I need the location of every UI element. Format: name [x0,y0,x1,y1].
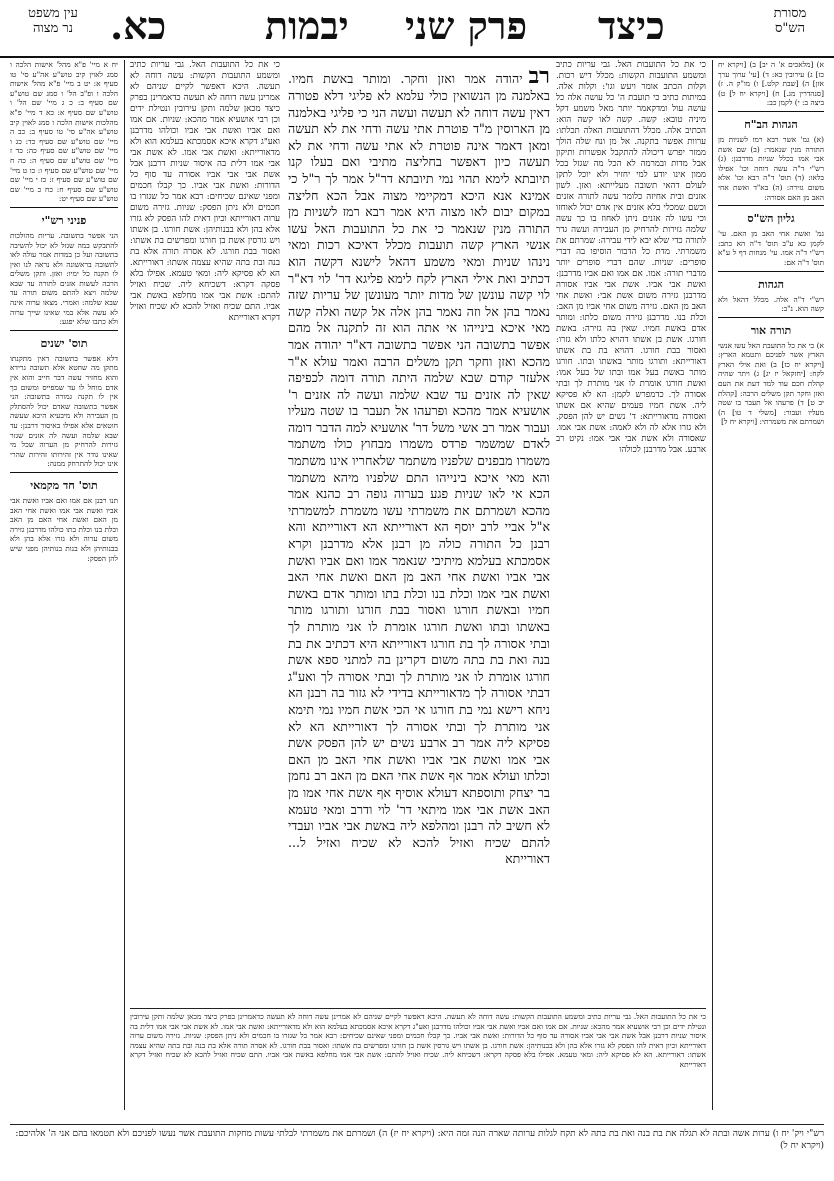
header-rule [0,56,834,58]
hagahot-text: רש"י ד"ה אלה. מכלל דהאל ולא קשה הוא. נ"ב: [718,294,824,314]
divider [10,207,118,208]
divider [10,330,118,331]
tosafot-yeshanim-text: דלא אפשר בתשובה דאין מתקנתו מתקן מה שחטא אלא תשובה גרידא והוא מחזיר עשה דבר חייב והוא אין אדם מוחל לו עד שמפייס ומשום כך אין לו תקנה גמורה בתשובה: הני אפשר בתשובה שאדם יכול להסתלק מן העבירה ולא מיבעיא היכא שעשה חוטאים אלא אפילו באיסור דרבנן: עד שבא שלמה ועשה לה אזנים שגזר גזירות להרחיק מן הערוה שכל מי שאינו גודר אין זהירותו זהירות שהרי אינו יכול להתרחק ממנה: [10,353,118,469]
rashi-text: כי את כל התועבות האל. גבי עריות כתיב ומשמע התועבות הקשות: מכלל דיש רכות. וקלות הכתב אומר ויעש וגו': וקלות אלה. במיתות כתיב כי תועבת ה' כל עושה אלה כל עושה עול ומדקאמר יותר מאל משמע דקל מיניה טובא: קשה. קשה לאו קשה הוא: הכתיב אלה. מכלל דהתועבות האלה תכלתו: ערוות אפשר בתקנה. אל מן ונח שלה הולך ממזר יפרש דיכולה להתקבל אפשרות ותיקון אבל מדות ובמרמה לא הכל מה שגזל בכל ממון אינו יודע למי יחזיר ולא יוכל לתקן לעולם דהאי תשובה מעלייתא: ואזן. לשון אזנים ובית אחיזה כלומר עשה לתורה אזנים וכשם שמכלי בלא אזנים אין אדם יכול לאוחזו וכי עשו לה אזנים ניתן לאחוז בו כך עשה שלמה גזירות להרחיק מן העבירה ועשה גדר לתורה כדי שלא יבא לידי עבירה: שמרתם את משמרתי. מדת כל הדבור הוסיפו בה דברי סופרים: שניות. שהם דברי סופרים יותר מדברי תורה: אמו. אם אמו ואם אביו מדרבנן: ואשת אבי אביו. אשת אבי אביו אסורה מדרבנן גזירה משום אשת אבי: ואשת אחי האב מן האם. גזירה משום אחי אביו מן האב: וכלת בנו. מדרבנן גזירה משום כלתו: ומותר אדם באשת חמיו. שאין בה גזירה: באשת חורגו. אשת בן אשתו דהויא כלתו ולא גזרו: ואסור בבת חורגו. דהויא בת בת אשתו דאורייתא: ותורגו מותר באשתו ובתו. חורגו מותר באשת בעל אמו ובתו של בעל אמו: ואשת חורגו אומרת לו אני מותרת לך ובתי אסורה לך. כדמפרש לקמן: הא לא פסיקא ליה. אשת חמיו פעמים שהיא אם אשתו ואסורה מדאורייתא: ד' נשים יש להן הפסק. ולא גזרו אלא לה ולא לאמה: אשת אבי אמו. שאסורה ולא אשת אבי אבי אמו: נקיט רב ארבע. אבל מדרבנן לכולהו [556,60,706,455]
penei-rashi-text: הני אפשר בתשובה. עריות מהולכות להתבקש במה שגזל לא יכול להשיבה בתשובה ועל כן במדות אמר עולה לאו לתשובה בראשונה ולא נראה לנו ואין לו תקנה כל ימיו: ואזן. ותקן משלים הרבה לעשות אזנים לתורה עד שבא שלמה ויצא להתם משום תורה עד שבא שלמה: ואמרי. מצאו ערוה אינה לא עשה אלא במי שאינו שייך ערוה ולא כתבו שלא יפגע: [10,230,118,327]
gemara-opening-word: רב [528,63,550,89]
divider [718,111,824,112]
gilyon-text: גמ' ואשת אחי האב מן האם. עי' לקמן כא ע"ב תוס' ד"ה הא כתב: רש"י ד"ה אמו. עי' מנחות דף ל ע"א תוס' ד"ה אם: [718,229,824,267]
tosafot-column [130,60,280,1000]
tosafot-text: כי את כל התועבות האל. גבי עריות כתיב ומשמע התועבות הקשות: עשה דוחה לא תעשה. היכא דאפשר לקיים שניהם לא אמרינן עשה דוחה לא תעשה כדאמרינן בפרק כיצד מכאן שלמה ותקן עירובין ונטילת ידים וכן רבי אושעיא אמר מהכא: שניות. אם אמו ואם אביו ואשת אבי אביו וכולהו מדרבנן ואע"ג דקרא איכא אסמכתא בעלמא הוא ולא מדאורייתא: ואשת אבי אמו. לא אשת אבי אבי אמו דלית בה איסור שניות דרבנן אבל אשת אבי אבי אביו אסורה עד סוף כל הדורות: ואשת אבי אביו. כך קבלו חכמים ומפני שאינם שכיחים: רבא אמר כל שגזרו בו חכמים ולא ניתן הפסק: שניות. גזירה משום ערוה דאורייתא וכיון דאית להו הפסק לא גזרו אלא בהן ולא בבנותיהן: אשת חורגו. בן אשתו ויש גורסין אשת בן חורגו ומפרשים בת אשתו: ואסור בבת חורגו. לא אסרה תורה אלא בת בנה ובת בתה שהיא עצמה אשתו: דאורייתא. הא לא פסיקא ליה: ומאי טעמא. אפילו בלא פסקה דקרא: דשכיחא ליה. שכיח ואזיל להתם: אשת אבי אמו מחלפא באשת אבי אביו. התם שכיח ואזיל להכא לא שכיח ואזיל דקרא דאורייתא [130,60,280,323]
hagahot-bach-title: הגהות הב"ח [744,117,798,131]
page-number: כא. [110,3,167,48]
footnote: רש"י ויק' יח ו) ערות אשה ובתה לא תגלה את בת בנה ואת בת בתה לא תקח לגלות ערותה שארה הנה זמה היא: (ויקרא יח יז) ה) ושמרתם את משמרתי לבלתי עשות מחקות התועבת אשר נעשו לפניכם ולא תטמאו בהם אני ה' אלהיכם: (ויקרא יח ל) [15,1129,824,1151]
gemara-column [288,63,550,867]
ein-mishpat-header: עין משפט נר מצוה [28,6,78,36]
column-divider [124,60,125,1110]
tractate-name: יבמות [265,3,349,48]
tosafot-chad-title: תוס' חד מקמאי [30,478,98,492]
torah-or-text: א) כי את כל התועבת האל עשו אנשי הארץ אשר לפניכם ותטמא הארץ: [ויקרא יח כז] ב) ואת אילי הארץ לקח: [יחזקאל יז יג] ג) ויתר שהיה קהלת חכם עוד למד דעת את העם ואזן וחקר תקן משלים הרבה: [קהלת יב ט] ד) פרעהו אל תעבר בו שטה מעליו ועבור: [משלי ד טו] ה) ושמרתם את משמרתי: [ויקרא יח ל] [718,340,824,427]
gilyon-title: גליון הש"ס [747,212,795,226]
footnote-rule [10,1124,824,1125]
penei-rashi-title: פניני רש"י [41,213,87,227]
hagahot-title: הגהות [758,277,784,291]
masoret-column [718,60,824,1120]
divider [718,317,824,318]
bottom-commentary-text: כי את כל התועבות האל. גבי עריות כתיב ומשמע התועבות הקשות: עשה דוחה לא תעשה. היכא דאפשר לקיים שניהם לא אמרינן עשה דוחה לא תעשה כדאמרינן בפרק כיצד מכאן שלמה ותקן עירובין ונטילת ידים וכן רבי אושעיא אמר מהכא: שניות. אם אמו ואם אביו ואשת אבי אביו וכולהו מדרבנן ואע"ג דקרא איכא אסמכתא בעלמא הוא ולא מדאורייתא: ואשת אבי אמו. לא אשת אבי אבי אמו דלית בה איסור שניות דרבנן אבל אשת אבי אבי אביו אסורה עד סוף כל הדורות: ואשת אבי אביו. כך קבלו חכמים ומפני שאינם שכיחים: רבא אמר כל שגזרו בו חכמים ולא ניתן הפסק: שניות. גזירה משום ערוה דאורייתא וכיון דאית להו הפסק לא גזרו אלא בהן ולא בבנותיהן: אשת חורגו. בן אשתו ויש גורסין אשת בן חורגו ומפרשים בת אשתו: ואסור בבת חורגו. לא אסרה תורה אלא בת בנה ובת בתה שהיא עצמה אשתו: דאורייתא. הא לא פסיקא ליה: ומאי טעמא. אפילו בלא פסקה דקרא: דשכיחא ליה. שכיח ואזיל להתם: אשת אבי אמו מחלפא באשת אבי אביו. התם שכיח ואזיל להכא לא שכיח ואזיל דקרא דאורייתא [130,1012,706,1069]
chapter-name: כיצד [598,3,665,48]
ein-mishpat-text: יח א מיי' פ"א מהל' אישות הלכה ו סמג לאוין קיב טוש"ע אה"ע סי' טו סעיף א: יט ב מיי' פ"א מהל' אישות הלכה ו ופ"ב הל' ו סמג שם טוש"ע שם סעיף ב: כ ג מיי' שם הל' ו טוש"ע שם סעיף א: כא ד מיי' פ"א מהלכות אישות הלכה ו סמג לאוין קיב טוש"ע אה"ע סי' טו סעיף ב: כב ה מיי' שם טוש"ע שם סעיף כד: כג ו מיי' שם טוש"ע שם סעיף כה: כד ז מיי' שם טוש"ע שם סעיף ה: כה ח מיי' שם טוש"ע שם סעיף ו: כו ט מיי' שם טוש"ע שם סעיף ז: כז י מיי' שם טוש"ע שם סעיף ח: כח כ מיי' שם טוש"ע שם סעיף יט: [10,60,118,204]
ein-mishpat-column [10,60,118,1110]
column-divider [712,60,713,1110]
gemara-text: יהודה אמר ואזן וחקר. ומותר באשת חמיו. באלמנה מן הנשואין כולי עלמא לא פליגי דלא פטורה דאין עשה דוחה לא תעשה ועשה הני כי פליגי באלמנה מן הארוסין מ"ד פוטרת אתי עשה ודחי את לא תעשה ומאן דאמר אינה פוטרת לא אתי עשה ודחי את לא תעשה כיון דאפשר בחליצה מתיבי ואם בעלו קנו תיובתא לימא תהוי נמי תיובתא דר"ל אמר לך ר"ל כי אמינא אנא היכא דמקיימי מצוה אבל הכא חליצה במקום יבום לאו מצוה היא אמר רבא רמז לשניות מן התורה מנין שנאמר כי את כל התועבות האל עשו אנשי הארץ קשה תועבות מכלל דאיכא רכות ומאי נינהו שניות ומאי משמע דהאל לישנא דקשה הוא דכתיב ואת אילי הארץ לקח לימא פליגא דר' לוי דא"ר לוי קשה עונשן של מדות יותר מעונשן של עריות שזה נאמר בהן אל וזה נאמר בהן אלה אל קשה ואלה קשה מאי איכא בינייהו אי אתה הוא זה לתקנה אל מהם אפשר בתשובה הני אפשר בתשובה דא"ר יהודה אמר מהכא ואזן וחקר תקן משלים הרבה ואמר עולא א"ר אלעזר קודם שבא שלמה היתה תורה דומה לכפיפה שאין לה אזנים עד שבא שלמה ועשה לה אזנים ר' אושעיא אמר מהכא ופרעהו אל תעבר בו שטה מעליו ועבור אמר רב אשי משל דר' אושעיא למה הדבר דומה לאדם שמשמר פרדס משמרו מבחוץ כולו משתמר משמרו מבפנים שלפניו משתמר שלאחריו אינו משתמר והא מאי איכא בינייהו התם שלפניו מיהא משתמר הכא אי לאו שניות פגע בערוה גופה רב כהנא אמר מהכא ושמרתם את משמרתי עשו משמרת למשמרתי א"ל אביי לרב יוסף הא דאורייתא הא דאורייתא והא רבנן כל התורה כולה מן רבנן אלא מדרבנן וקרא אסמכתא בעלמא מיתיבי שנאמר אמו ואם אביו ואשת אבי אביו ואשת אחי האב מן האם ואשת אחי האב ואשת אבי אמו וכלת בנו וכלת בתו ומותר אדם באשת חמיו ובאשת חורגו ואסור בבת חורגו ותורגו מותר באשתו ובתו ואשת חורגו אומרת לו אני מותרת לך ובתי אסורה לך בת חורגו דאורייתא היא דכתיב את בת בנה ואת בת בתה משום דקרינן בה למתני ספא אשת חורגו אומרת לו אני מותרת לך ובתי אסורה לך ואע"ג דבתי אסורה לך מדאורייתא בדידי לא גזור בה רבנן הא ניחא רישא נמי בת חורגו אי הכי אשת חמיו נמי תימא אני מותרת לך ובתי אסורה לך דאורייתא הא לא פסיקא ליה אמר רב ארבע נשים יש להן הפסק אשת אבי אמו ואשת אבי אביו ואשת אחי האב מן האם וכלתו ועולא אמר אף אשת אחי האם מן האב רב נחמן בר יצחק ותוספתא דעולא אוסיף אף אשת אחי אמו מן האב אשת אבי אמו מיתאי דר' לוי ודרב ומאי טעמא לא חשיב לה רבנן ומהלפא ליה באשת אבי אביו ועבדי להתם שכיח ואזיל להכא לא שכיח ואזיל ל... דאורייתא [288,71,550,867]
bottom-divider [130,1008,706,1009]
tosafot-chad-text: תנו רבנן אם אמו ואם אביו ואשת אבי אביו ואשת אבי אמו ואשת אחי האב מן האם ואשת אחי האם מן האב וכלת בנו וכלת בתו כולהו מדרבנן גזירה משום ערוה ולא גזרו אלא בהן ולא בבנותיהן ולא בנות בנותיהן מפני שיש להן הפסק: [10,495,118,563]
hagahot-bach-text: (א) גמ' אשר רבא רמז לשניות מן התורה מנין שנאמר: (ב) שם אשת אבי אמו בכלל שניות מדרבנן: (ג) רש"י ד"ה עשה דוחה וכו' אפילו בלאו: (ד) תוס' ד"ה רבא וכו' אלא משום גזירה: (ה) בא"ד ואשת אחי האב מן האם אסורה: [718,134,824,202]
divider [718,271,824,272]
chapter-number: פרק שני [405,3,528,48]
bottom-commentary [130,1012,706,1120]
rashi-column [556,60,706,1000]
tosafot-yeshanim-title: תוס' ישנים [40,336,88,350]
torah-or-title: תורה אור [750,323,792,337]
masoret-text: א) [מלאכים א' ה יב] ב) [ויקרא יח כז] ג) עירובין כא: ד) [עי' ערוך ערך אזן] ה) [שבת קלט.] ו) מו"ק ה. ז) [סנהדרין מג.] ח) [ויקרא יח ל] ט) ביצה ב: י) לקמן כב: [718,60,824,108]
divider [718,205,824,206]
divider [10,472,118,473]
masoret-header: מסורת הש"ס [773,6,807,36]
